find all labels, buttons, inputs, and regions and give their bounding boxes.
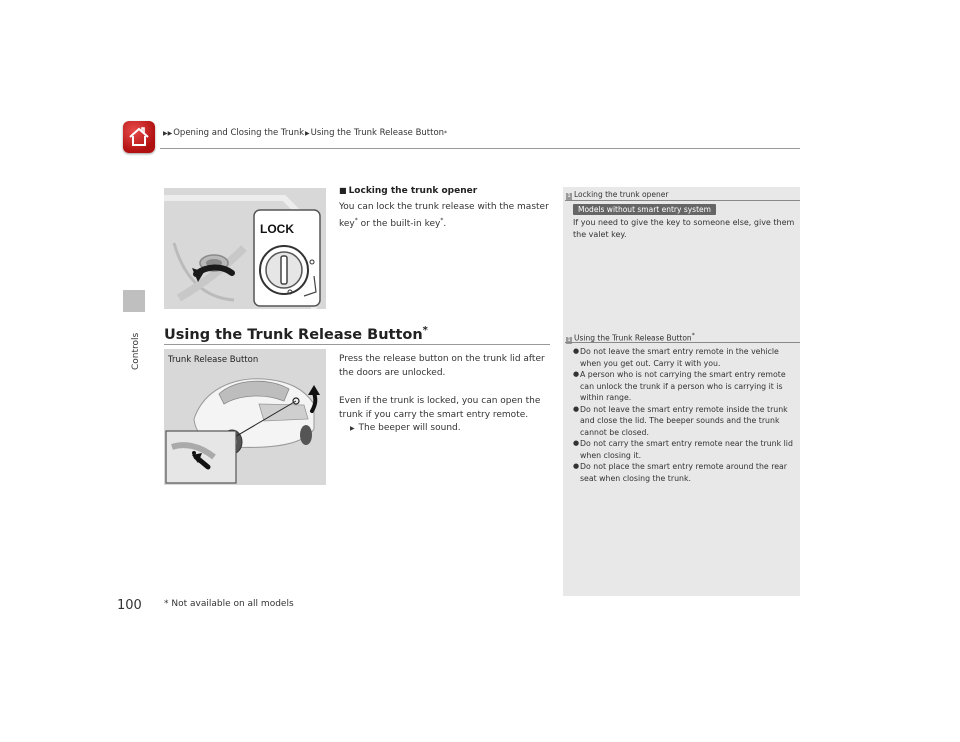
heading-square-icon: ■ (339, 186, 347, 195)
locking-paragraph (339, 200, 551, 231)
section-title-divider (164, 344, 550, 345)
release-paragraph-1: Press the release button on the trunk lid after the doors are unlocked. (339, 354, 545, 378)
locking-text-part2: or the built-in key (357, 219, 441, 229)
breadcrumb-current: Using the Trunk Release Button (310, 128, 445, 138)
breadcrumb-arrow-icon: ▶ (305, 129, 310, 137)
trunk-lock-illustration (164, 188, 326, 309)
locking-text-part3: . (443, 219, 447, 229)
locking-text-part1: You can lock the trunk release with the master key (339, 202, 549, 229)
list-item: ● Do not leave the smart entry remote inside the trunk and close the lid. The beeper sounds and the trunk cannot be closed. (573, 404, 797, 439)
note-locking-title-text: Locking the trunk opener (574, 190, 669, 199)
note-release-list (573, 346, 797, 484)
footnote: * Not available on all models (164, 599, 294, 609)
section-tab-label: Controls (131, 332, 141, 370)
section-title-marker: * (422, 325, 428, 336)
result-arrow-icon: ▶ (350, 425, 355, 432)
note-release-divider (565, 342, 800, 343)
section-title (164, 325, 428, 343)
breadcrumb-footnote-marker: * (444, 129, 448, 137)
home-button[interactable] (123, 121, 155, 153)
footnote-marker: * (440, 217, 444, 224)
lock-label: LOCK (260, 222, 294, 236)
breadcrumb-arrow-icon: ▶▶ (163, 129, 173, 137)
note-release-title-text: Using the Trunk Release Button (574, 333, 692, 343)
notes-sidebar (563, 187, 800, 596)
breadcrumb (163, 128, 447, 138)
home-icon (127, 125, 151, 149)
list-item: ● Do not carry the smart entry remote near the trunk lid when closing it. (573, 438, 797, 461)
list-item: ● Do not leave the smart entry remote in the vehicle when you get out. Carry it with you. (573, 346, 797, 369)
note-release-marker: * (691, 332, 695, 339)
header-divider (160, 148, 800, 149)
trunk-release-illustration (164, 349, 326, 485)
release-result-text: The beeper will sound. (358, 423, 461, 433)
list-item: ● Do not place the smart entry remote around the rear seat when closing the trunk. (573, 461, 797, 484)
trunk-release-button-label: Trunk Release Button (168, 355, 259, 365)
section-tab-marker[interactable] (123, 290, 145, 312)
breadcrumb-link-trunk[interactable]: Opening and Closing the Trunk (173, 128, 305, 138)
locking-heading (339, 186, 477, 196)
release-result (350, 421, 550, 436)
note-locking-text: If you need to give the key to someone else, give them the valet key. (573, 218, 795, 239)
note-number-icon: 1 (567, 193, 571, 199)
release-paragraph-2: Even if the trunk is locked, you can open the trunk if you carry the smart entry remote. (339, 396, 541, 420)
list-item: ● A person who is not carrying the smart entry remote can unlock the trunk if a person who is carrying it is within range. (573, 369, 797, 404)
note-number-icon: 1 (567, 336, 571, 343)
model-tag: Models without smart entry system (573, 204, 716, 215)
footnote-marker: * (354, 217, 358, 224)
note-locking-divider (565, 200, 800, 201)
page-number: 100 (117, 598, 142, 613)
section-title-text: Using the Trunk Release Button (164, 326, 423, 343)
note-locking-title (566, 190, 668, 200)
locking-heading-text: Locking the trunk opener (348, 186, 478, 196)
